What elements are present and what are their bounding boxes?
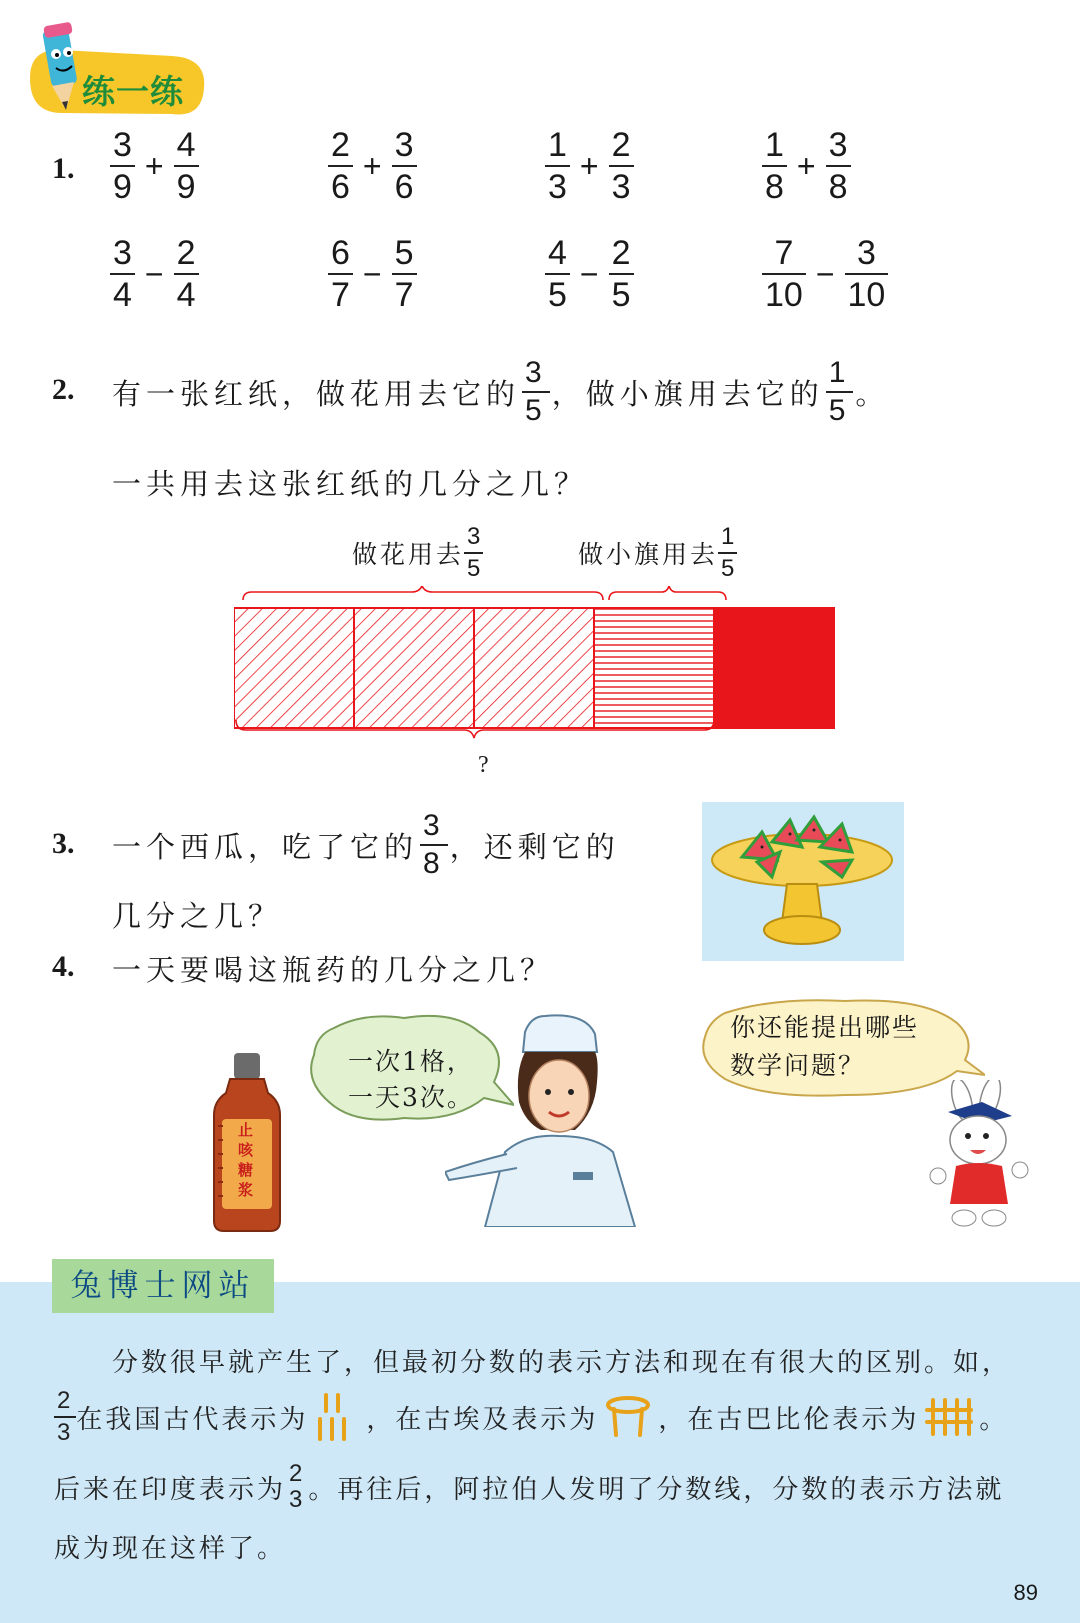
fraction-right: $\frac{5}{7}$ bbox=[392, 236, 417, 312]
q4-number: 4. bbox=[52, 950, 75, 983]
q2-line1 bbox=[112, 352, 889, 432]
fraction-bar-diagram bbox=[234, 586, 874, 746]
q1-expression bbox=[762, 236, 888, 312]
q3-fraction: $\frac{3}{8}$ bbox=[420, 811, 448, 879]
fraction-right: $\frac{3}{6}$ bbox=[392, 128, 417, 204]
q3-text-part2: ，还剩它的 bbox=[449, 829, 620, 864]
q1-expression bbox=[328, 236, 417, 312]
watermelon-illustration bbox=[702, 802, 904, 961]
site-text-china: 在我国古代表示为 bbox=[76, 1404, 309, 1435]
q4-text: 一天要喝这瓶药的几分之几？ bbox=[112, 953, 555, 987]
header-title: 练一练 bbox=[82, 72, 184, 111]
q2-fraction-flag: $\frac{1}{5}$ bbox=[826, 358, 854, 426]
operator: − bbox=[362, 255, 382, 292]
diagram-label-flower: 做花用去 $\frac{3}{5}$ bbox=[352, 525, 483, 581]
site-paragraph-line4: 成为现在这样了。 bbox=[54, 1534, 287, 1564]
q1-expression bbox=[110, 128, 199, 204]
q3-line1 bbox=[112, 805, 620, 885]
diagram-label-flag: 做小旗用去 $\frac{1}{5}$ bbox=[578, 525, 737, 581]
operator: + bbox=[579, 147, 599, 184]
operator: − bbox=[144, 255, 164, 292]
watermelon-plate-icon bbox=[702, 802, 904, 961]
operator: − bbox=[579, 255, 599, 292]
q2-line2: 一共用去这张红纸的几分之几？ bbox=[112, 467, 589, 501]
site-text-babylon: ，在古巴比伦表示为 bbox=[658, 1404, 920, 1435]
operator: − bbox=[815, 255, 835, 292]
q1-expression bbox=[762, 128, 851, 204]
site-paragraph-line3 bbox=[54, 1462, 1004, 1512]
fraction-left: $\frac{1}{8}$ bbox=[762, 128, 787, 204]
fraction-left: $\frac{4}{5}$ bbox=[545, 236, 570, 312]
bottle-label: 止咳糖浆 bbox=[238, 1121, 254, 1199]
fraction-right: $\frac{3}{8}$ bbox=[826, 128, 851, 204]
q1-number: 1. bbox=[52, 152, 75, 185]
ancient-egypt-symbol-icon bbox=[604, 1395, 652, 1439]
q2-text-part3: 。 bbox=[855, 376, 890, 411]
operator: + bbox=[144, 147, 164, 184]
operator: + bbox=[362, 147, 382, 184]
page-number: 89 bbox=[1013, 1580, 1038, 1605]
fraction-right: $\frac{2}{3}$ bbox=[609, 128, 634, 204]
nurse-figure-icon bbox=[445, 1012, 655, 1227]
q1-expression bbox=[110, 236, 199, 312]
site-text-egypt: ，在古埃及表示为 bbox=[366, 1404, 599, 1435]
fraction-left: $\frac{2}{6}$ bbox=[328, 128, 353, 204]
q3-line2: 几分之几？ bbox=[112, 899, 283, 933]
q3-text-part1: 一个西瓜，吃了它的 bbox=[112, 829, 419, 864]
site-text-end: 。 bbox=[979, 1404, 1009, 1435]
fraction-left: $\frac{1}{3}$ bbox=[545, 128, 570, 204]
rabbit-doctor-website-panel bbox=[0, 1282, 1080, 1623]
bar-segment-4 bbox=[594, 608, 714, 728]
q1-expression bbox=[545, 236, 634, 312]
diagram-question-mark: ? bbox=[478, 752, 489, 778]
q1-expression bbox=[545, 128, 634, 204]
q2-number: 2. bbox=[52, 373, 75, 406]
q2-fraction-flower: $\frac{3}{5}$ bbox=[522, 358, 550, 426]
ancient-babylon-symbol-icon bbox=[923, 1396, 975, 1438]
site-paragraph-line2 bbox=[54, 1382, 1008, 1452]
nurse-bubble-line2: 一天3次。 bbox=[348, 1083, 474, 1112]
ancient-chinese-rods-icon bbox=[314, 1391, 360, 1443]
fraction-right: $\frac{4}{9}$ bbox=[174, 128, 199, 204]
fraction-left: $\frac{3}{4}$ bbox=[110, 236, 135, 312]
q2-text-part2: ，做小旗用去它的 bbox=[551, 376, 824, 411]
fraction-right: $\frac{2}{4}$ bbox=[174, 236, 199, 312]
header-badge bbox=[22, 18, 207, 118]
bar-segment-2 bbox=[354, 608, 474, 728]
site-india-notation: 2 3 bbox=[289, 1460, 306, 1513]
site-text-india: 后来在印度表示为 bbox=[54, 1474, 287, 1505]
fraction-right: $\frac{2}{5}$ bbox=[609, 236, 634, 312]
bar-segment-3 bbox=[474, 608, 594, 728]
site-text-arab: 。再往后，阿拉伯人发明了分数线，分数的表示方法就 bbox=[308, 1474, 1005, 1505]
diagram-fraction-flag: $\frac{1}{5}$ bbox=[718, 525, 737, 581]
brace-flag bbox=[609, 586, 726, 600]
rabbit-bubble-line2: 数学问题？ bbox=[730, 1051, 866, 1080]
diagram-fraction-flower: $\frac{3}{5}$ bbox=[464, 525, 483, 581]
site-fraction-two-thirds: $\frac{2}{3}$ bbox=[54, 1389, 76, 1445]
q2-text-part1: 有一张红纸，做花用去它的 bbox=[112, 376, 521, 411]
q3-number: 3. bbox=[52, 827, 75, 860]
site-title: 兔博士网站 bbox=[52, 1259, 274, 1313]
fraction-left: $\frac{3}{9}$ bbox=[110, 128, 135, 204]
fraction-left: $\frac{7}{10}$ bbox=[762, 236, 806, 312]
brace-flower bbox=[243, 586, 603, 600]
bar-segment-1 bbox=[234, 608, 354, 728]
site-paragraph-line1: 分数很早就产生了，但最初分数的表示方法和现在有很大的区别。如， bbox=[112, 1348, 1012, 1378]
rabbit-bubble-line1: 你还能提出哪些 bbox=[730, 1013, 920, 1042]
fraction-left: $\frac{6}{7}$ bbox=[328, 236, 353, 312]
bar-segments bbox=[234, 608, 834, 728]
bar-segment-5 bbox=[714, 608, 834, 728]
fraction-right: $\frac{3}{10}$ bbox=[845, 236, 889, 312]
operator: + bbox=[796, 147, 816, 184]
rabbit-doctor-icon bbox=[920, 1080, 1030, 1230]
q1-expression bbox=[328, 128, 417, 204]
nurse-bubble-line1: 一次1格， bbox=[348, 1047, 474, 1076]
